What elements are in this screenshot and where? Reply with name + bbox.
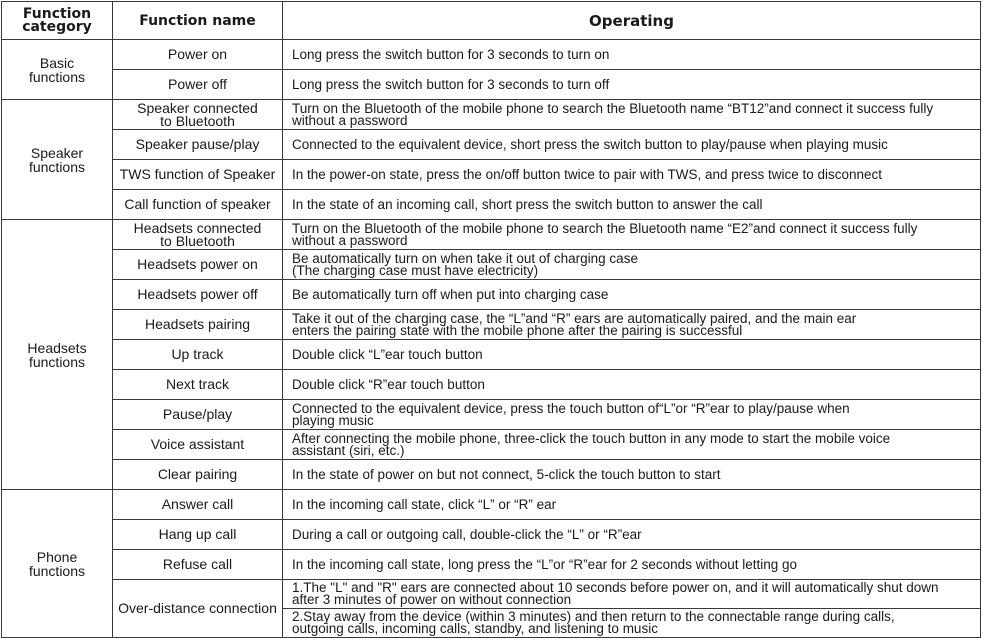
table-row	[2, 70, 981, 100]
header-function-name: Function name	[113, 2, 283, 40]
table-row	[2, 520, 981, 550]
function-name: Headsets connected to Bluetooth	[113, 220, 283, 250]
function-name: Next track	[113, 370, 283, 400]
table-row	[2, 460, 981, 490]
category-headsets: Headsets functions	[2, 220, 113, 490]
table-row	[2, 400, 981, 430]
operating-text: Turn on the Bluetooth of the mobile phone to search the Bluetooth name “BT12”and connect it success fully without a password	[283, 100, 981, 130]
table-row	[2, 100, 981, 130]
operating-text: Connected to the equivalent device, short press the switch button to play/pause when playing music	[283, 130, 981, 160]
operating-text: In the state of power on but not connect, 5-click the touch button to start	[283, 460, 981, 490]
function-name: Headsets pairing	[113, 310, 283, 340]
function-name: Hang up call	[113, 520, 283, 550]
function-name: Clear pairing	[113, 460, 283, 490]
function-table	[1, 1, 981, 638]
function-name: Answer call	[113, 490, 283, 520]
table-row	[2, 160, 981, 190]
category-phone: Phone functions	[2, 490, 113, 638]
operating-text: Take it out of the charging case, the “L”and “R” ears are automatically paired, and the main ear enters the pairing state with the mobile phone after the pairing is successful	[283, 310, 981, 340]
function-name: TWS function of Speaker	[113, 160, 283, 190]
function-name: Headsets power off	[113, 280, 283, 310]
function-name: Up track	[113, 340, 283, 370]
header-function-category: Function category	[2, 2, 113, 40]
table-row	[2, 370, 981, 400]
operating-text: Double click “R”ear touch button	[283, 370, 981, 400]
table-row	[2, 130, 981, 160]
operating-subrow-2: 2.Stay away from the device (within 3 minutes) and then return to the connectable range during calls, outgoing calls, incoming calls, standby, and listening to music	[292, 609, 895, 636]
table-row	[2, 190, 981, 220]
operating-text	[283, 580, 981, 638]
table-row	[2, 340, 981, 370]
table-row	[2, 430, 981, 460]
table-row	[2, 310, 981, 340]
operating-text: In the power-on state, press the on/off button twice to pair with TWS, and press twice to disconnect	[283, 160, 981, 190]
operating-text: Long press the switch button for 3 seconds to turn on	[283, 40, 981, 70]
category-speaker: Speaker functions	[2, 100, 113, 220]
table-row	[2, 280, 981, 310]
function-name: Speaker connected to Bluetooth	[113, 100, 283, 130]
operating-text: Double click “L”ear touch button	[283, 340, 981, 370]
operating-text: In the incoming call state, click “L” or “R” ear	[283, 490, 981, 520]
operating-text: In the incoming call state, long press the “L”or “R”ear for 2 seconds without letting go	[283, 550, 981, 580]
operating-text: Be automatically turn off when put into charging case	[283, 280, 981, 310]
table-row	[2, 220, 981, 250]
table-row	[2, 490, 981, 520]
function-name: Headsets power on	[113, 250, 283, 280]
function-name: Call function of speaker	[113, 190, 283, 220]
function-name: Over-distance connection	[113, 580, 283, 638]
operating-text: Be automatically turn on when take it out of charging case (The charging case must have electricity)	[283, 250, 981, 280]
header-operating: Operating	[283, 2, 981, 40]
function-name: Power on	[113, 40, 283, 70]
operating-text: Turn on the Bluetooth of the mobile phone to search the Bluetooth name “E2”and connect it success fully without a password	[283, 220, 981, 250]
category-basic: Basic functions	[2, 40, 113, 100]
table-row	[2, 550, 981, 580]
function-name: Pause/play	[113, 400, 283, 430]
operating-text: After connecting the mobile phone, three-click the touch button in any mode to start the mobile voice assistant (siri, etc.)	[283, 430, 981, 460]
operating-subrow-1: 1.The "L" and "R" ears are connected about 10 seconds before power on, and it will automatically shut down after 3 minutes of power on without connection	[283, 580, 980, 609]
operating-text: During a call or outgoing call, double-click the “L” or “R”ear	[283, 520, 981, 550]
function-name: Refuse call	[113, 550, 283, 580]
function-name: Power off	[113, 70, 283, 100]
table-row	[2, 250, 981, 280]
function-name: Speaker pause/play	[113, 130, 283, 160]
operating-text: Connected to the equivalent device, press the touch button of“L”or “R”ear to play/pause when playing music	[283, 400, 981, 430]
header-row	[2, 2, 981, 40]
table-row	[2, 40, 981, 70]
table-row	[2, 580, 981, 638]
operating-text: Long press the switch button for 3 seconds to turn off	[283, 70, 981, 100]
operating-text: In the state of an incoming call, short press the switch button to answer the call	[283, 190, 981, 220]
function-name: Voice assistant	[113, 430, 283, 460]
